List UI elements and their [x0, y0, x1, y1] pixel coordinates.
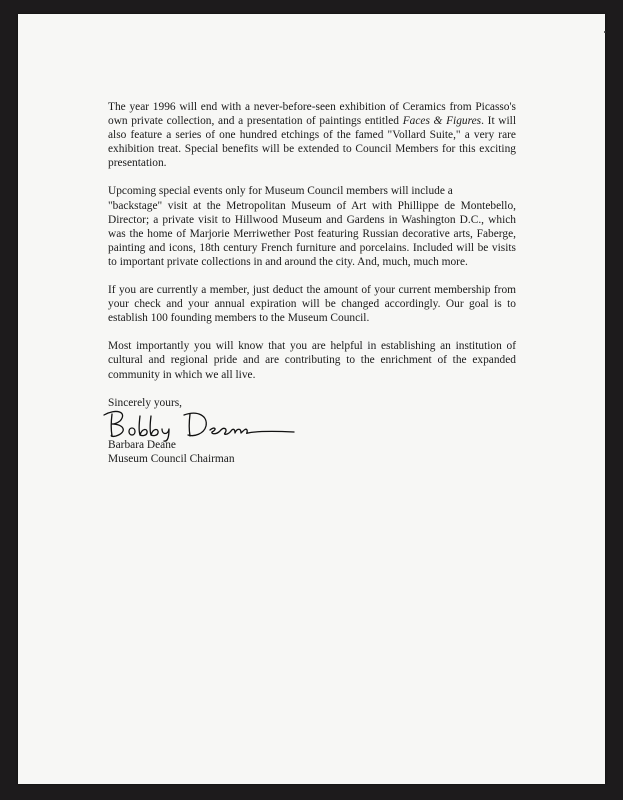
paragraph-closing-remarks: Most importantly you will know that you are helpful in establishing an institution of cultural and regional pride and are contributing to the enrichment of the expanded community in which we all live.: [108, 340, 516, 381]
signer-title: Museum Council Chairman: [108, 452, 235, 465]
signer-name: Barbara Deane: [108, 438, 176, 451]
paragraph-membership: If you are currently a member, just deduct the amount of your current membership from your check and your annual expiration will be changed accordingly. Our goal is to establish 100 founding members to the Museum Council.: [108, 284, 516, 325]
paragraph-exhibition: [108, 100, 516, 170]
closing-salutation: Sincerely yours,: [108, 396, 183, 409]
paragraph-exhibition-text-1: The year 1996 will end with a never-before-seen exhibition of Ceramics from Picasso's own private collection, and a presentation of paintings entitled: [108, 101, 516, 128]
corner-mark: [604, 31, 606, 33]
letter-body: [108, 100, 516, 466]
paragraph-exhibition-text-2: . It will also feature a series of one hundred etchings of the famed "Vollard Suite," a very rare exhibition treat. Special benefits will be extended to Council Members for this exciting presentation.: [108, 115, 517, 170]
paragraph-special-events: Upcoming special events only for Museum Council members will include a "backstage" visit at the Metropolitan Museum of Art with Phillippe de Montebello, Director; a private visit to Hillwood Museum and Gardens in Washington D.C., which was the home of Marjorie Merriwether Post featuring Russian decorative arts, Faberge, painting and icons, 18th century French furniture and porcelains. Included will be visits to important private collections in and around the city. And, much, much more.: [108, 185, 516, 268]
exhibition-title: Faces & Figures: [402, 115, 482, 128]
